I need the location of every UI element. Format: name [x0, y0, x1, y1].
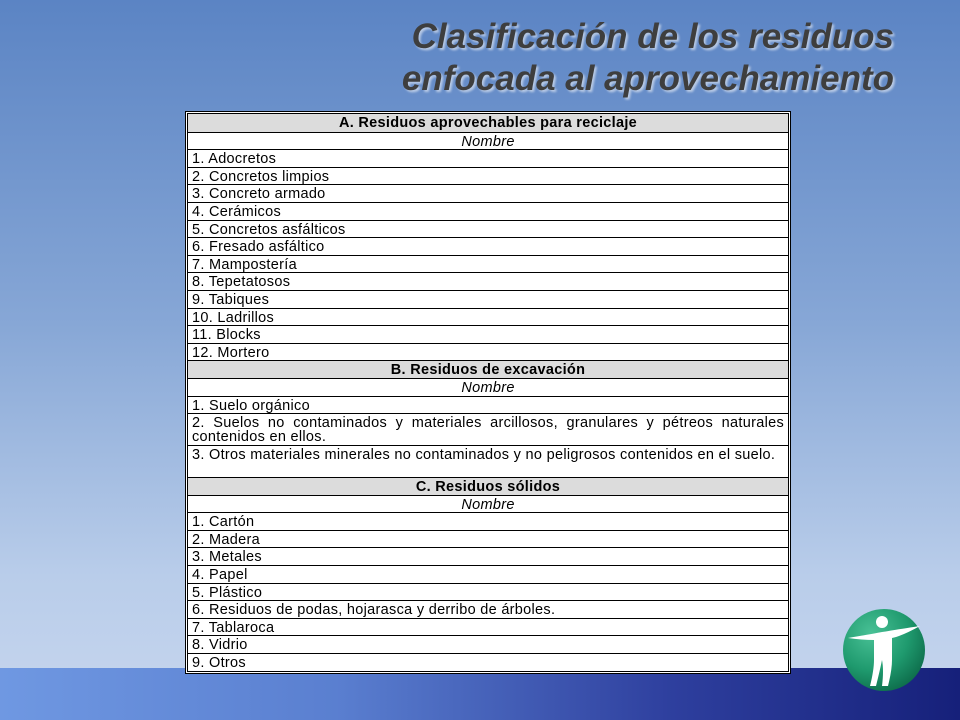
- table-row: 5. Concretos asfálticos: [188, 220, 788, 238]
- table-row: 2. Madera: [188, 530, 788, 548]
- table-row: 11. Blocks: [188, 325, 788, 343]
- slide-title: [402, 16, 894, 100]
- table-row: 4. Papel: [188, 565, 788, 583]
- table-row: 8. Tepetatosos: [188, 272, 788, 290]
- table-row: 10. Ladrillos: [188, 308, 788, 326]
- section-a-subheading: Nombre: [188, 132, 788, 150]
- table-row: 1. Cartón: [188, 512, 788, 530]
- section-b-heading: B. Residuos de excavación: [188, 360, 788, 378]
- section-a-heading: A. Residuos aprovechables para reciclaje: [188, 114, 788, 132]
- table-row: 5. Plástico: [188, 583, 788, 601]
- table-row: 9. Otros: [188, 653, 788, 671]
- title-line-2: enfocada al aprovechamiento: [401, 59, 894, 98]
- table-row: 9. Tabiques: [188, 290, 788, 308]
- table-row: 7. Tablaroca: [188, 618, 788, 636]
- title-line-1: Clasificación de los residuos: [411, 17, 894, 56]
- table-row: 1. Adocretos: [188, 149, 788, 167]
- table-row: 4. Cerámicos: [188, 202, 788, 220]
- table-row: 2. Suelos no contaminados y materiales arcillosos, granulares y pétreos naturales contenidos en ellos.: [188, 413, 788, 445]
- bottom-gradient-band: [0, 668, 960, 720]
- table-row: 3. Concreto armado: [188, 184, 788, 202]
- table-row: 3. Metales: [188, 547, 788, 565]
- section-c-subheading: Nombre: [188, 495, 788, 513]
- section-b-subheading: Nombre: [188, 378, 788, 396]
- table-row: 3. Otros materiales minerales no contaminados y no peligrosos contenidos en el suelo.: [188, 445, 788, 477]
- table-row: 12. Mortero: [188, 343, 788, 361]
- table-row: 6. Fresado asfáltico: [188, 237, 788, 255]
- table-row: 8. Vidrio: [188, 635, 788, 653]
- classification-table: [185, 111, 791, 674]
- table-body: [187, 113, 789, 672]
- table-row: 6. Residuos de podas, hojarasca y derribo de árboles.: [188, 600, 788, 618]
- section-c-heading: C. Residuos sólidos: [188, 477, 788, 495]
- table-row: 2. Concretos limpios: [188, 167, 788, 185]
- person-logo-icon: [842, 608, 926, 692]
- table-row: 1. Suelo orgánico: [188, 396, 788, 414]
- table-row: 7. Mampostería: [188, 255, 788, 273]
